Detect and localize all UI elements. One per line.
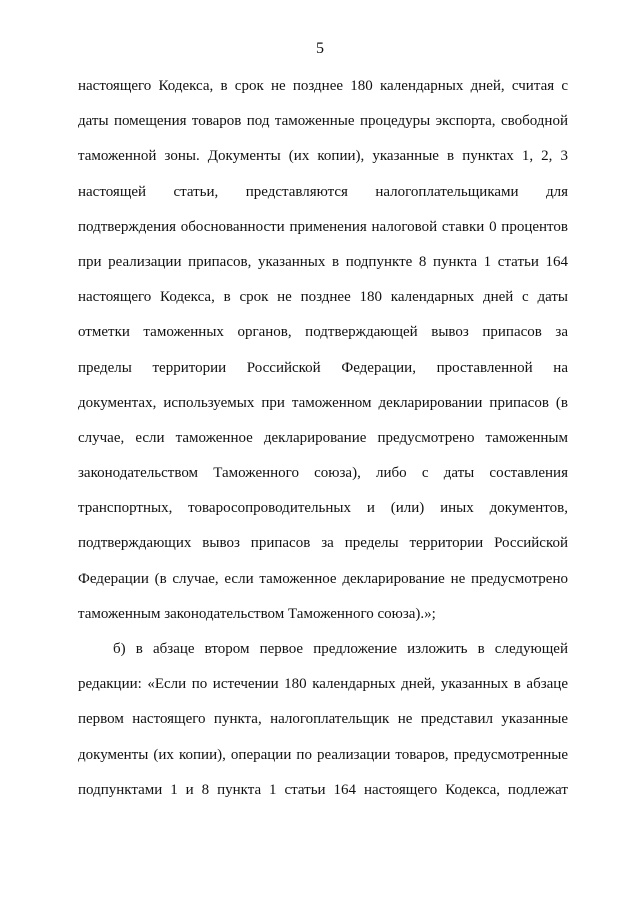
text-line: пределы территории Российской Федерации, проставленной на: [78, 359, 568, 376]
text-line: настоящей статьи, представляются налогоплательщиками для: [78, 183, 568, 200]
text-line: документах, используемых при таможенном декларировании припасов (в: [78, 394, 568, 411]
text-line: законодательством Таможенного союза), либо с даты составления: [78, 465, 568, 482]
text-line: первом настоящего пункта, налогоплательщик не представил указанные: [78, 711, 568, 728]
text-line: подтверждения обоснованности применения налоговой ставки 0 процентов: [78, 218, 568, 235]
text-line: отметки таможенных органов, подтверждающей вывоз припасов за: [78, 324, 568, 341]
text-line: настоящего Кодекса, в срок не позднее 180 календарных дней, считая с: [78, 78, 568, 94]
text-line: случае, если таможенное декларирование предусмотрено таможенным: [78, 429, 568, 446]
text-line: таможенной зоны. Документы (их копии), указанные в пунктах 1, 2, 3: [78, 148, 568, 165]
text-line: подпунктами 1 и 8 пункта 1 статьи 164 настоящего Кодекса, подлежат: [78, 781, 568, 798]
text-line: подтверждающих вывоз припасов за пределы территории Российской: [78, 535, 568, 552]
text-line: при реализации припасов, указанных в подпункте 8 пункта 1 статьи 164: [78, 253, 568, 270]
text-line: документы (их копии), операции по реализации товаров, предусмотренные: [78, 746, 568, 763]
text-line: настоящего Кодекса, в срок не позднее 180 календарных дней с даты: [78, 289, 568, 306]
text-line: редакции: «Если по истечении 180 календарных дней, указанных в абзаце: [78, 676, 568, 693]
text-line: даты помещения товаров под таможенные процедуры экспорта, свободной: [78, 113, 568, 130]
document-body: [78, 69, 568, 808]
page-number: 5: [316, 40, 324, 57]
text-line: Федерации (в случае, если таможенное декларирование не предусмотрено: [78, 570, 568, 587]
text-line: транспортных, товаросопроводительных и (или) иных документов,: [78, 500, 568, 517]
paragraph-first-line: б) в абзаце втором первое предложение изложить в следующей: [113, 641, 568, 657]
text-line: таможенным законодательством Таможенного союза).»;: [78, 605, 436, 622]
